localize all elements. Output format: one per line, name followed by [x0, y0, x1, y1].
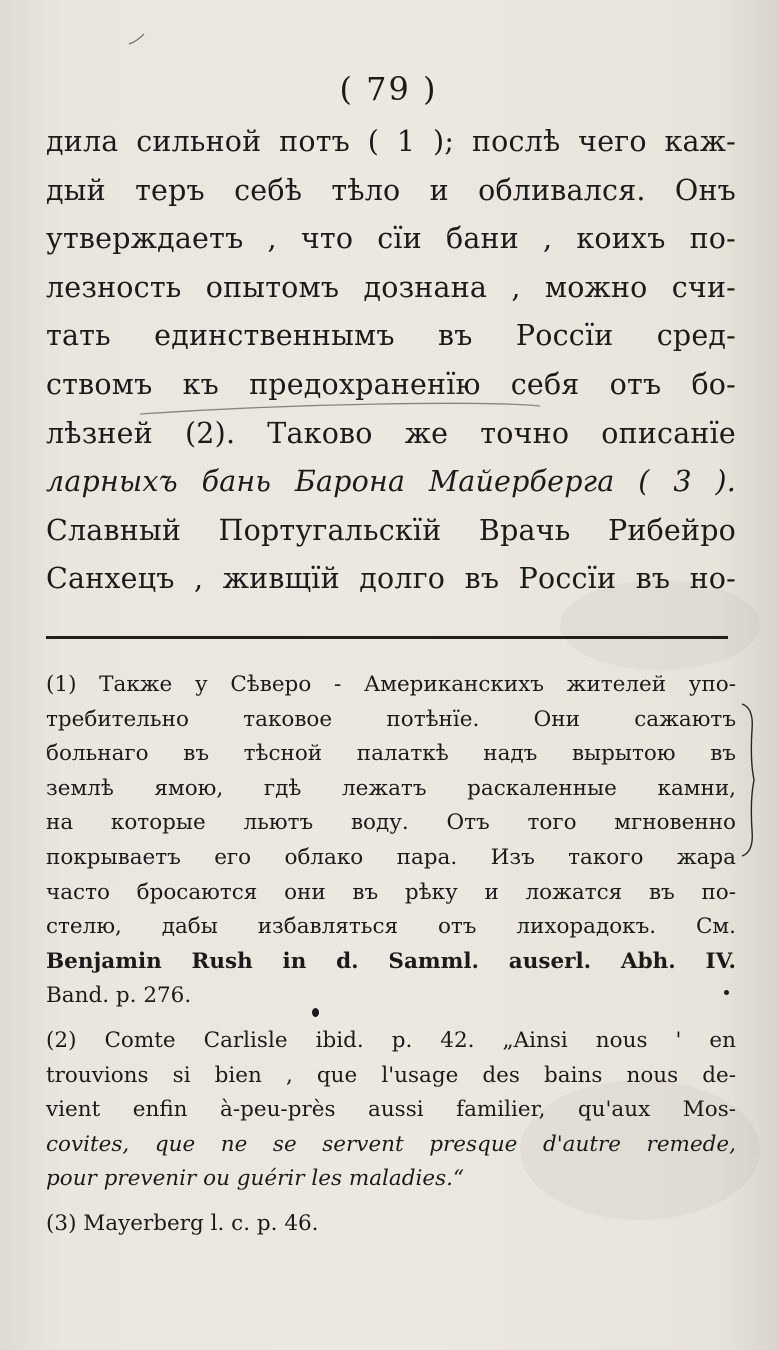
main-text [46, 118, 736, 604]
text-line: тать единственнымъ въ Россїи сред- [46, 319, 736, 353]
text-line: ствомъ къ предохраненїю себя отъ бо- [46, 367, 736, 401]
text-line: Санхецъ , живщїй долго въ Россїи въ но- [46, 562, 736, 596]
footnote-line: требительно таковое потѣнїе. Они сажаютъ [46, 706, 736, 732]
pencil-mark-icon [128, 32, 146, 46]
footnote-line: vient enfin à-peu-près aussi familier, qu'aux Mos- [46, 1097, 736, 1123]
footnote-line: (1) Также у Сѣверо - Американскихъ жителей упо- [46, 672, 736, 697]
page-number: ( 79 ) [339, 70, 438, 108]
text-line: ларныхъ бань Барона Майерберга ( 3 ). [46, 465, 736, 499]
footnote-line: (2) Comte Carlisle ibid. p. 42. „Ainsi nous ' en [46, 1027, 736, 1053]
text-line: лезность опытомъ дознана , можно счи- [46, 270, 736, 304]
pencil-underline-icon [140, 400, 540, 420]
handwritten-bracket-icon [740, 700, 762, 860]
footnote-line: Band. p. 276. [46, 983, 192, 1009]
footnote-line: на которые льютъ воду. Отъ того мгновенно [46, 810, 736, 836]
footnotes [46, 668, 736, 1242]
footnote-line: покрываетъ его облако пара. Изъ такого жара [46, 844, 736, 870]
text-line: Славный Португальскїй Врачь Рибейро [46, 513, 736, 547]
ink-blot [312, 1008, 319, 1017]
text-line: утверждаетъ , что сїи бани , коихъ по- [46, 222, 736, 256]
footnote-line: (3) Mayerberg l. c. p. 46. [46, 1210, 319, 1236]
text-line: лѣзней (2). Таково же точно описанїе [46, 416, 736, 450]
footnote-line: covites, que ne se servent presque d'autre remede, [46, 1131, 736, 1157]
text-line: дый теръ себѣ тѣло и обливался. Онъ [46, 173, 736, 207]
footnote-line: trouvions si bien , que l'usage des bains nous de- [46, 1062, 736, 1088]
footnote-line: землѣ ямою, гдѣ лежатъ раскаленные камни, [46, 775, 736, 801]
footnote-line: стелю, дабы избавляться отъ лихорадокъ. См. [46, 914, 736, 940]
footnote-line: часто бросаются они въ рѣку и ложатся въ по- [46, 879, 736, 905]
footnote-line: pour prevenir ou guérir les maladies.“ [46, 1166, 464, 1192]
ink-blot [724, 990, 729, 995]
footnote-line: больнаго въ тѣсной палаткѣ надъ вырытою въ [46, 741, 736, 767]
footnote-line: Benjamin Rush in d. Samml. auserl. Abh. IV. [46, 948, 736, 974]
footnote-divider [46, 636, 728, 639]
text-line: дила сильной потъ ( 1 ); послѣ чего каж- [46, 125, 736, 158]
